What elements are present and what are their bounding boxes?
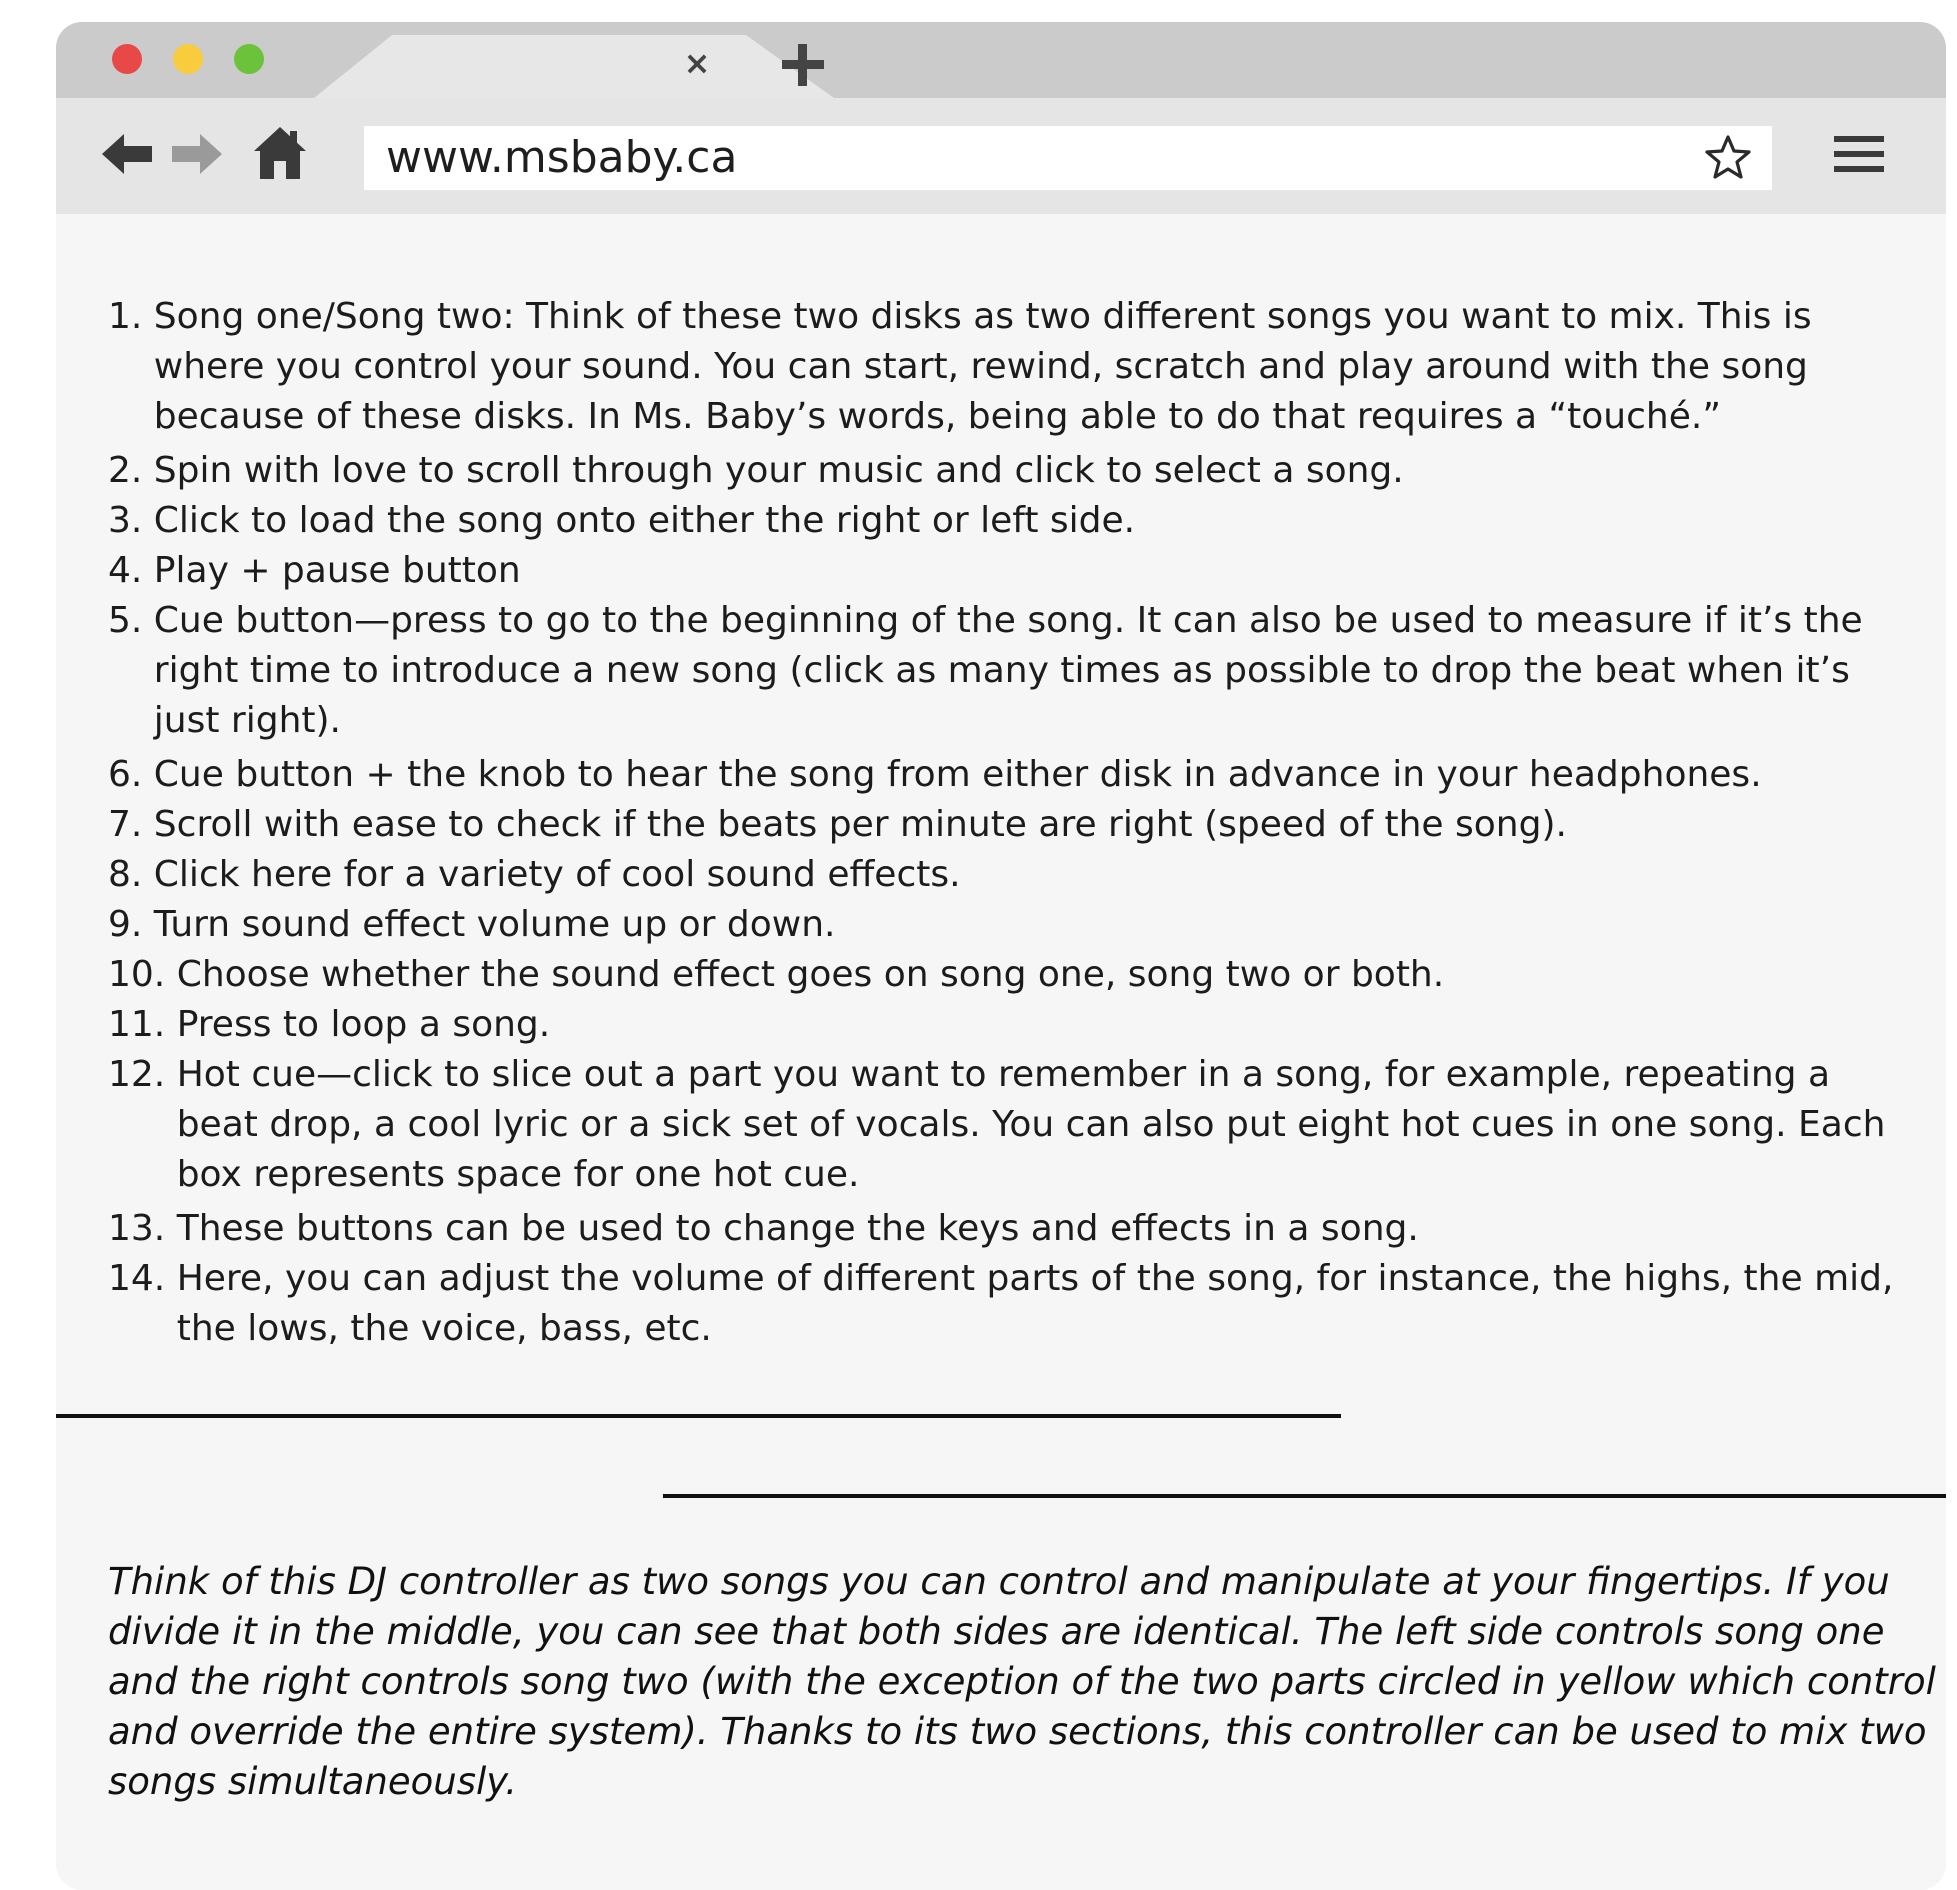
list-item: 6. Cue button + the knob to hear the song from either disk in advance in your headphones. <box>108 754 1762 795</box>
tab-bar <box>56 22 1946 98</box>
plus-icon[interactable] <box>780 42 826 88</box>
list-item: 10. Choose whether the sound effect goes on song one, song two or both. <box>108 954 1445 995</box>
list-item: 3. Click to load the song onto either the right or left side. <box>108 500 1136 541</box>
list-item: 12. Hot cue—click to slice out a part you want to remember in a song, for example, repeating a beat drop, a cool lyric or a sick set of vocals. You can also put eight hot cues in one song. Each box represents space for one hot cue. <box>108 1054 1886 1195</box>
star-icon[interactable] <box>1704 134 1752 182</box>
close-window-button[interactable] <box>112 44 142 74</box>
divider-line <box>56 1414 1341 1418</box>
list-item: 1. Song one/Song two: Think of these two disks as two different songs you want to mix. This is where you control your sound. You can start, rewind, scratch and play around with the song because of these disks. In Ms. Baby’s words, being able to do that requires a “touché.” <box>108 296 1812 437</box>
summary-paragraph <box>108 1557 1938 1807</box>
list-item: 9. Turn sound effect volume up or down. <box>108 904 836 945</box>
list-item: 11. Press to loop a song. <box>108 1004 551 1045</box>
address-bar[interactable] <box>364 126 1772 190</box>
list-item: 5. Cue button—press to go to the beginning of the song. It can also be used to measure if it’s the right time to introduce a new song (click as many times as possible to drop the beat when it’s just right). <box>108 600 1863 741</box>
page-content <box>108 292 1918 1354</box>
minimize-window-button[interactable] <box>173 44 203 74</box>
list-item: 13. These buttons can be used to change the keys and effects in a song. <box>108 1208 1419 1249</box>
list-item: 4. Play + pause button <box>108 550 521 591</box>
summary-text: Think of this DJ controller as two songs you can control and manipulate at your fingertips. If you divide it in the middle, you can see that both sides are identical. The left side controls song one and the right controls song two (with the exception of the two parts circled in yellow which control and override the entire system). Thanks to its two sections, this controller can be used to mix two songs simultaneously. <box>108 1560 1936 1803</box>
browser-window <box>56 22 1946 1890</box>
active-tab[interactable] <box>314 35 834 98</box>
toolbar <box>56 98 1946 214</box>
hamburger-menu-icon[interactable] <box>1832 132 1886 176</box>
list-item: 8. Click here for a variety of cool sound effects. <box>108 854 961 895</box>
list-item: 14. Here, you can adjust the volume of different parts of the song, for instance, the highs, the mid, the lows, the voice, bass, etc. <box>108 1258 1894 1349</box>
list-item: 7. Scroll with ease to check if the beats per minute are right (speed of the song). <box>108 804 1567 845</box>
forward-arrow-icon[interactable] <box>170 132 222 176</box>
close-icon[interactable]: × <box>683 44 711 82</box>
back-arrow-icon[interactable] <box>102 132 154 176</box>
list-item: 2. Spin with love to scroll through your music and click to select a song. <box>108 450 1404 491</box>
maximize-window-button[interactable] <box>234 44 264 74</box>
url-text[interactable]: www.msbaby.ca <box>386 132 738 183</box>
steps-list <box>108 292 1918 1354</box>
home-icon[interactable] <box>252 125 308 181</box>
divider-line <box>663 1494 1946 1498</box>
